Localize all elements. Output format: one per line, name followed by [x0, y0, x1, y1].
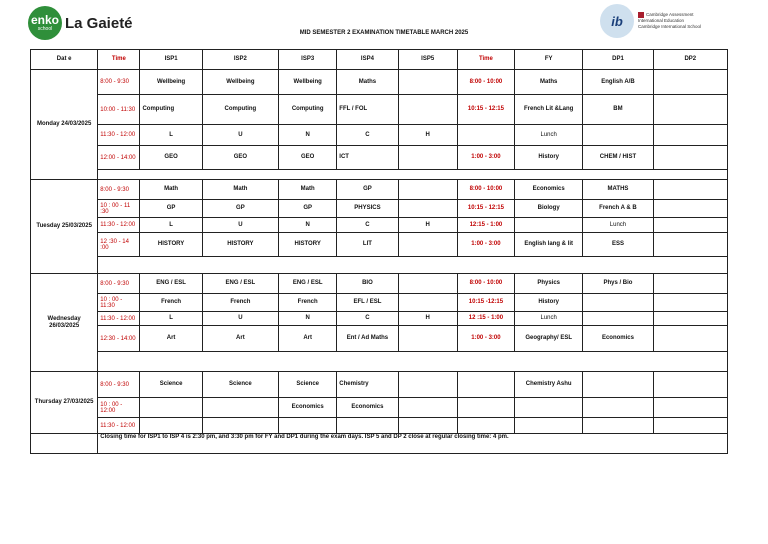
exam-cell-time2: 1:00 - 3:00: [457, 326, 514, 352]
exam-cell-time2: 8:00 - 10:00: [457, 274, 514, 294]
slot-time-cell: 8:00 - 9:30: [98, 70, 140, 95]
exam-cell-isp5: H: [398, 125, 457, 146]
spacer-cell: [98, 170, 728, 180]
exam-cell-dp2: [653, 233, 727, 257]
exam-cell-isp4: LIT: [337, 233, 398, 257]
ib-logo: [600, 4, 634, 38]
exam-cell-dp2: [653, 70, 727, 95]
exam-cell-dp2: [653, 398, 727, 418]
exam-cell-isp5: [398, 200, 457, 218]
exam-cell-fy: History: [515, 294, 583, 312]
exam-cell-fy: French Lit &Lang: [515, 95, 583, 125]
enko-logo-text: enko: [30, 13, 59, 27]
exam-cell-isp2: ENG / ESL: [202, 274, 278, 294]
exam-cell-time2: 10:15 -12:15: [457, 294, 514, 312]
exam-cell-time2: 12:15 - 1:00: [457, 218, 514, 233]
exam-cell-time2: 1:00 - 3:00: [457, 233, 514, 257]
exam-cell-isp2: [202, 398, 278, 418]
exam-cell-dp1: [583, 418, 653, 434]
exam-cell-isp1: ENG / ESL: [140, 274, 202, 294]
exam-cell-isp3: GP: [279, 200, 337, 218]
exam-cell-dp2: [653, 146, 727, 170]
exam-cell-isp4: Chemistry: [337, 372, 398, 398]
timetable-row: [31, 312, 728, 326]
exam-cell-time2: 8:00 - 10:00: [457, 70, 514, 95]
exam-cell-isp2: French: [202, 294, 278, 312]
exam-cell-dp1: [583, 312, 653, 326]
exam-cell-isp2: HISTORY: [202, 233, 278, 257]
timetable-row: [31, 294, 728, 312]
exam-cell-isp4: PHYSICS: [337, 200, 398, 218]
exam-cell-time2: [457, 125, 514, 146]
exam-cell-fy: Biology: [515, 200, 583, 218]
exam-cell-dp1: CHEM / HIST: [583, 146, 653, 170]
exam-cell-isp4: EFL / ESL: [337, 294, 398, 312]
exam-cell-isp1: [140, 418, 202, 434]
exam-cell-dp2: [653, 372, 727, 398]
exam-cell-isp5: H: [398, 218, 457, 233]
exam-cell-dp1: Economics: [583, 326, 653, 352]
header-row: [31, 50, 728, 70]
exam-cell-fy: Chemistry Ashu: [515, 372, 583, 398]
timetable-row: [31, 70, 728, 95]
exam-cell-isp1: Math: [140, 180, 202, 200]
slot-time-cell: 12 :30 - 14 :00: [98, 233, 140, 257]
exam-cell-time2: [457, 398, 514, 418]
exam-cell-isp5: [398, 418, 457, 434]
cambridge-line-1: Cambridge Assessment: [646, 12, 694, 17]
exam-cell-isp4: C: [337, 312, 398, 326]
exam-cell-isp1: L: [140, 125, 202, 146]
exam-cell-isp1: L: [140, 218, 202, 233]
exam-cell-isp5: [398, 294, 457, 312]
timetable-row: [31, 125, 728, 146]
exam-cell-isp4: GP: [337, 180, 398, 200]
cambridge-line-3: Cambridge International School: [638, 24, 702, 29]
exam-cell-dp2: [653, 200, 727, 218]
col-header-isp4: ISP4: [337, 50, 398, 70]
day-spacer-row: [31, 257, 728, 274]
exam-cell-isp4: Ent / Ad Maths: [337, 326, 398, 352]
col-header-time-2: Time: [457, 50, 514, 70]
footer-row: [31, 434, 728, 454]
exam-cell-fy: Maths: [515, 70, 583, 95]
exam-cell-isp3: N: [279, 312, 337, 326]
timetable-row: [31, 372, 728, 398]
slot-time-cell: 10:00 - 11:30: [98, 95, 140, 125]
ib-logo-text: ib: [611, 13, 623, 29]
exam-cell-time2: 12 :15 - 1:00: [457, 312, 514, 326]
school-name: La Gaieté: [65, 14, 133, 32]
exam-cell-isp3: ENG / ESL: [279, 274, 337, 294]
exam-cell-isp3: [279, 418, 337, 434]
exam-cell-isp1: Science: [140, 372, 202, 398]
exam-cell-dp2: [653, 95, 727, 125]
exam-cell-dp1: Phys / Bio: [583, 274, 653, 294]
exam-cell-dp2: [653, 418, 727, 434]
exam-cell-isp5: H: [398, 312, 457, 326]
exam-cell-dp1: MATHS: [583, 180, 653, 200]
exam-cell-isp4: C: [337, 218, 398, 233]
exam-cell-isp4: [337, 418, 398, 434]
timetable-row: [31, 180, 728, 200]
exam-cell-dp2: [653, 326, 727, 352]
footer-blank-cell: [31, 434, 98, 454]
exam-cell-isp5: [398, 70, 457, 95]
day-date-cell: Monday 24/03/2025: [31, 70, 98, 180]
exam-cell-isp4: Maths: [337, 70, 398, 95]
exam-cell-isp3: HISTORY: [279, 233, 337, 257]
exam-cell-isp5: [398, 372, 457, 398]
exam-cell-isp5: [398, 95, 457, 125]
exam-cell-isp3: Math: [279, 180, 337, 200]
slot-time-cell: 11:30 - 12:00: [98, 418, 140, 434]
exam-cell-dp1: [583, 372, 653, 398]
col-header-isp5: ISP5: [398, 50, 457, 70]
spacer-cell: [98, 257, 728, 274]
exam-cell-dp1: French A & B: [583, 200, 653, 218]
slot-time-cell: 8:00 - 9:30: [98, 372, 140, 398]
exam-cell-fy: English lang & lit: [515, 233, 583, 257]
exam-cell-dp1: [583, 125, 653, 146]
spacer-cell: [98, 352, 728, 372]
exam-cell-isp1: Wellbeing: [140, 70, 202, 95]
col-header-time: Time: [98, 50, 140, 70]
exam-cell-isp2: U: [202, 125, 278, 146]
slot-time-cell: 12:30 - 14:00: [98, 326, 140, 352]
exam-cell-isp5: [398, 274, 457, 294]
exam-cell-isp2: Computing: [202, 95, 278, 125]
slot-time-cell: 11:30 - 12:00: [98, 218, 140, 233]
exam-cell-isp1: GEO: [140, 146, 202, 170]
cambridge-line-2: International Education: [638, 18, 685, 23]
exam-cell-isp3: Art: [279, 326, 337, 352]
exam-cell-dp1: BM: [583, 95, 653, 125]
timetable-row: [31, 218, 728, 233]
exam-cell-dp1: [583, 294, 653, 312]
exam-cell-isp1: Art: [140, 326, 202, 352]
exam-cell-isp2: GP: [202, 200, 278, 218]
exam-cell-isp5: [398, 180, 457, 200]
timetable-row: [31, 95, 728, 125]
exam-cell-isp4: FFL / FOL: [337, 95, 398, 125]
enko-logo-sub: school: [37, 26, 53, 32]
col-header-date: Dat e: [31, 50, 98, 70]
exam-cell-dp2: [653, 312, 727, 326]
exam-cell-isp2: GEO: [202, 146, 278, 170]
exam-cell-isp5: [398, 326, 457, 352]
closing-time-note: Closing time for ISP1 to ISP 4 is 2:30 pm, and 3:30 pm for FY and DP1 during the exam days. ISP 5 and DP 2 close at regular closing time: 4 pm.: [98, 434, 728, 454]
exam-cell-time2: 10:15 - 12:15: [457, 95, 514, 125]
exam-timetable: [30, 49, 728, 454]
exam-cell-fy: [515, 418, 583, 434]
exam-cell-isp3: N: [279, 218, 337, 233]
timetable-row: [31, 418, 728, 434]
exam-cell-dp1: [583, 398, 653, 418]
slot-time-cell: 12:00 - 14:00: [98, 146, 140, 170]
cambridge-logo: [638, 12, 701, 30]
slot-time-cell: 10 : 00 - 11:30: [98, 294, 140, 312]
exam-cell-isp3: N: [279, 125, 337, 146]
exam-cell-isp1: [140, 398, 202, 418]
slot-time-cell: 11:30 - 12:00: [98, 312, 140, 326]
exam-cell-isp2: Wellbeing: [202, 70, 278, 95]
slot-time-cell: 10 : 00 - 11 :30: [98, 200, 140, 218]
slot-time-cell: 11:30 - 12:00: [98, 125, 140, 146]
slot-time-cell: 8:00 - 9:30: [98, 180, 140, 200]
exam-cell-isp4: BIO: [337, 274, 398, 294]
day-date-cell: Wednesday 26/03/2025: [31, 274, 98, 372]
col-header-dp1: DP1: [583, 50, 653, 70]
col-header-dp2: DP2: [653, 50, 727, 70]
exam-cell-fy: Physics: [515, 274, 583, 294]
exam-cell-dp1: English A/B: [583, 70, 653, 95]
day-spacer-row: [31, 170, 728, 180]
exam-cell-dp2: [653, 274, 727, 294]
exam-cell-isp2: [202, 418, 278, 434]
exam-cell-dp2: [653, 125, 727, 146]
timetable-row: [31, 233, 728, 257]
exam-cell-isp4: Economics: [337, 398, 398, 418]
exam-cell-time2: 1:00 - 3:00: [457, 146, 514, 170]
exam-cell-fy: [515, 218, 583, 233]
exam-cell-isp2: U: [202, 218, 278, 233]
slot-time-cell: 8:00 - 9:30: [98, 274, 140, 294]
exam-cell-isp3: Computing: [279, 95, 337, 125]
slot-time-cell: 10 : 00 - 12:00: [98, 398, 140, 418]
col-header-isp1: ISP1: [140, 50, 202, 70]
exam-cell-dp2: [653, 180, 727, 200]
exam-cell-isp2: Math: [202, 180, 278, 200]
exam-cell-isp2: Art: [202, 326, 278, 352]
page-title: MID SEMESTER 2 EXAMINATION TIMETABLE MARCH 2025: [299, 30, 469, 36]
exam-cell-isp1: HISTORY: [140, 233, 202, 257]
col-header-isp2: ISP2: [202, 50, 278, 70]
exam-cell-fy: Economics: [515, 180, 583, 200]
exam-cell-isp2: Science: [202, 372, 278, 398]
exam-cell-isp1: Computing: [140, 95, 202, 125]
exam-cell-isp3: Wellbeing: [279, 70, 337, 95]
exam-cell-isp5: [398, 146, 457, 170]
exam-cell-dp1: Lunch: [583, 218, 653, 233]
exam-cell-isp2: U: [202, 312, 278, 326]
exam-cell-fy: Geography/ ESL: [515, 326, 583, 352]
exam-cell-isp3: French: [279, 294, 337, 312]
exam-cell-isp3: Economics: [279, 398, 337, 418]
timetable-row: [31, 398, 728, 418]
exam-cell-fy: Lunch: [515, 312, 583, 326]
exam-cell-dp1: ESS: [583, 233, 653, 257]
day-date-cell: Thursday 27/03/2025: [31, 372, 98, 434]
exam-cell-isp1: French: [140, 294, 202, 312]
exam-cell-time2: [457, 372, 514, 398]
exam-cell-fy: Lunch: [515, 125, 583, 146]
day-spacer-row: [31, 352, 728, 372]
exam-cell-fy: [515, 398, 583, 418]
exam-cell-time2: 10:15 - 12:15: [457, 200, 514, 218]
day-date-cell: Tuesday 25/03/2025: [31, 180, 98, 274]
col-header-fy: FY: [515, 50, 583, 70]
col-header-isp3: ISP3: [279, 50, 337, 70]
exam-cell-time2: 8:00 - 10:00: [457, 180, 514, 200]
exam-cell-isp3: GEO: [279, 146, 337, 170]
timetable-row: [31, 200, 728, 218]
exam-cell-isp3: Science: [279, 372, 337, 398]
timetable-row: [31, 274, 728, 294]
exam-cell-isp4: ICT: [337, 146, 398, 170]
exam-cell-isp4: C: [337, 125, 398, 146]
exam-cell-fy: History: [515, 146, 583, 170]
accreditation-logos: [600, 3, 728, 39]
exam-cell-isp1: L: [140, 312, 202, 326]
exam-cell-dp2: [653, 294, 727, 312]
exam-cell-isp5: [398, 398, 457, 418]
exam-cell-dp2: [653, 218, 727, 233]
timetable-row: [31, 326, 728, 352]
exam-cell-time2: [457, 418, 514, 434]
timetable-row: [31, 146, 728, 170]
exam-cell-isp5: [398, 233, 457, 257]
exam-cell-isp1: GP: [140, 200, 202, 218]
